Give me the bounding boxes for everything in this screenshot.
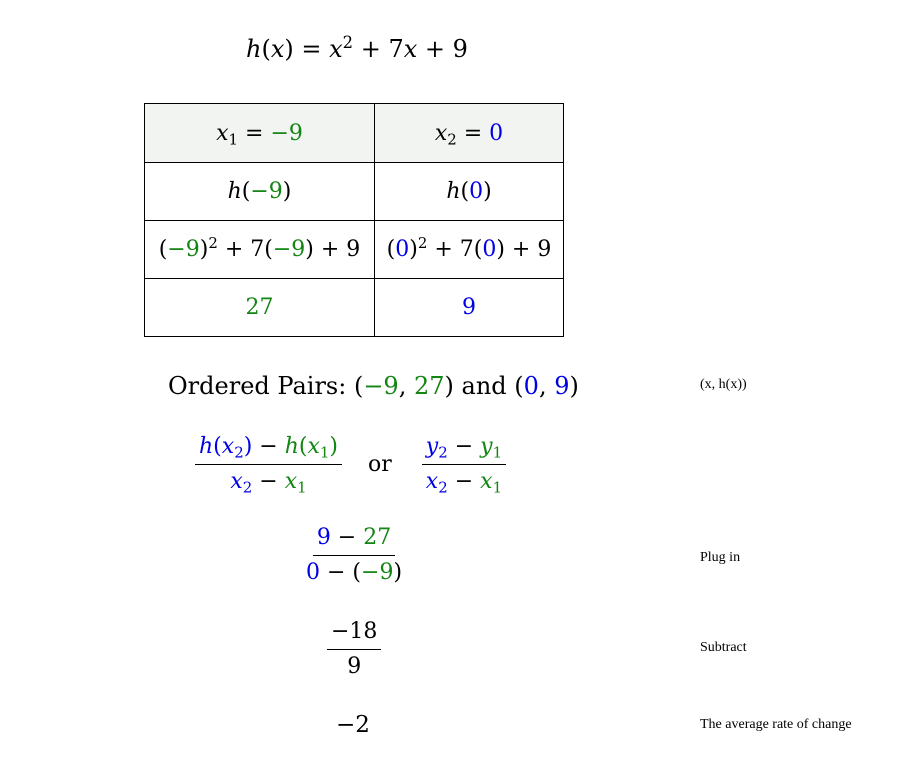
- subtract-numerator: −18: [327, 618, 381, 650]
- cell-h-x2: h(0): [375, 163, 564, 221]
- subtract-denominator: 9: [347, 654, 362, 679]
- note-subtract: Subtract: [700, 640, 747, 655]
- rate-of-change-formula: [195, 433, 506, 496]
- note-ordered-pair-form: (x, h(x)): [700, 377, 747, 392]
- cell-result-x1: 27: [145, 279, 375, 337]
- header-x1: $x_1 = -9$: [145, 104, 375, 163]
- formula-y-fraction: $\frac{y_2 - y_1}{x_2 - x_1}$: [422, 433, 506, 496]
- and-word: and: [461, 372, 507, 400]
- cell-sub-x1: $(-9)^2 + 7(-9) + 9$: [145, 221, 375, 279]
- table-row-substitution: [145, 221, 564, 279]
- cell-h-x1: h(−9): [145, 163, 375, 221]
- subtract-fraction: [327, 618, 381, 681]
- function-name: h: [246, 35, 262, 63]
- term-plus-9: + 9: [424, 35, 468, 63]
- ordered-pairs-label: Ordered Pairs:: [168, 372, 347, 400]
- term-x: x: [329, 35, 343, 63]
- function-definition: $h(x) = x^2 + 7x + 9$: [246, 33, 468, 63]
- final-result: −2: [336, 712, 370, 738]
- pair1-y: 27: [413, 372, 445, 400]
- exponent: 2: [342, 33, 354, 53]
- pair2-x: 0: [523, 372, 539, 400]
- cell-sub-x2: $(0)^2 + 7(0) + 9$: [375, 221, 564, 279]
- plug-in-fraction: $\frac{9 - 27}{0 - (-9)}$: [306, 525, 403, 585]
- ordered-pairs: Ordered Pairs: (−9, 27) and (0, 9): [168, 372, 579, 400]
- function-variable: x: [270, 35, 285, 63]
- term-plus-7: + 7: [360, 35, 404, 63]
- pair2-y: 9: [554, 372, 570, 400]
- cell-result-x2: 9: [375, 279, 564, 337]
- table-header-row: [145, 104, 564, 163]
- pair1-x: −9: [363, 372, 399, 400]
- table-row-function: [145, 163, 564, 221]
- table-row-result: [145, 279, 564, 337]
- note-plug-in: Plug in: [700, 550, 741, 565]
- header-x2: $x_2 = 0$: [375, 104, 564, 163]
- or-word: or: [368, 452, 392, 477]
- formula-h-fraction: $\frac{h(x_2) - h(x_1)}{x_2 - x_1}$: [195, 433, 342, 496]
- evaluation-table: [144, 103, 564, 337]
- term-x-linear: x: [403, 35, 418, 63]
- note-average-rate: The average rate of change: [700, 717, 852, 732]
